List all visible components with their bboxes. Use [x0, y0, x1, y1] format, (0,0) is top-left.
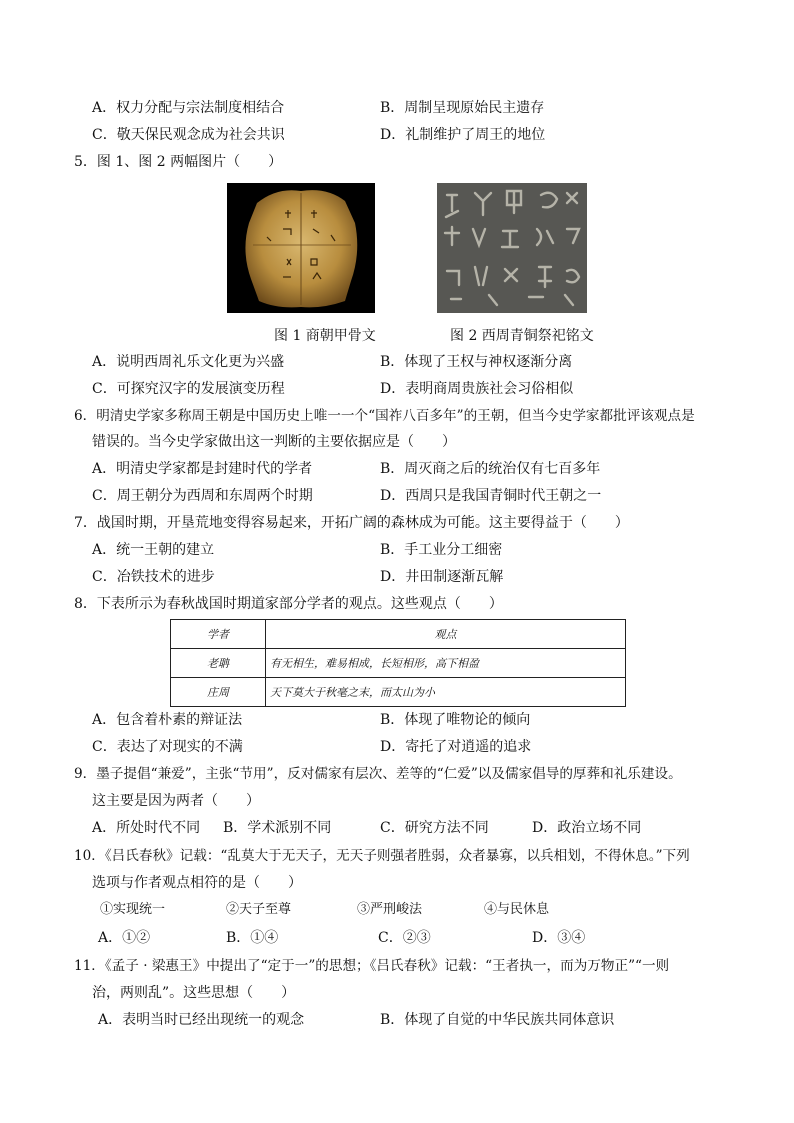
q10-option-a: A．①②	[98, 930, 151, 946]
q5-stem: 5．图 1、图 2 两幅图片（ ）	[74, 154, 283, 170]
table-cell-view: 有无相生，难易相成，长短相形，高下相盈	[266, 649, 626, 678]
q6-option-a: A．明清史学家都是封建时代的学者	[92, 461, 313, 477]
q6-stem-line-1: 6．明清史学家多称周王朝是中国历史上唯一一个“国祚八百多年”的王朝，但当今史学家都批评该观点是	[74, 408, 695, 424]
table-header-scholar: 学者	[171, 620, 266, 649]
q6-option-d: D．西周只是我国青铜时代王朝之一	[380, 488, 602, 504]
q8-option-c: C．表达了对现实的不满	[92, 739, 243, 755]
figure-2-caption: 图 2 西周青铜祭祀铭文	[450, 328, 594, 344]
q4-option-c: C．敬天保民观念成为社会共识	[92, 127, 285, 143]
table-row	[171, 678, 626, 707]
q10-option-c: C．②③	[378, 930, 431, 946]
q10-item-4: ④与民休息	[484, 902, 550, 917]
q10-item-3: ③严刑峻法	[357, 902, 423, 917]
q4-option-a: A．权力分配与宗法制度相结合	[92, 100, 285, 116]
figure-1-caption: 图 1 商朝甲骨文	[274, 328, 376, 344]
q9-option-d: D．政治立场不同	[532, 820, 642, 836]
oracle-bone-illustration	[227, 183, 375, 313]
q10-item-1: ①实现统一	[100, 902, 166, 917]
q11-stem-line-1: 11．《孟子 · 梁惠王》中提出了“定于一”的思想；《吕氏春秋》记载：“王者执一，而为万物正”“一则	[74, 958, 670, 974]
q8-option-b: B．体现了唯物论的倾向	[380, 712, 531, 728]
q10-option-b: B．①④	[226, 930, 279, 946]
bronze-inscription-image	[437, 183, 587, 313]
q10-item-2: ②天子至尊	[226, 902, 292, 917]
q8-option-d: D．寄托了对逍遥的追求	[380, 739, 532, 755]
table-cell-scholar: 庄周	[171, 678, 266, 707]
q8-stem: 8．下表所示为春秋战国时期道家部分学者的观点。这些观点（ ）	[74, 596, 503, 612]
q5-option-d: D．表明商周贵族社会习俗相似	[380, 381, 574, 397]
table-cell-view: 天下莫大于秋毫之末，而太山为小	[266, 678, 626, 707]
q7-option-d: D．井田制逐渐瓦解	[380, 569, 504, 585]
q6-option-c: C．周王朝分为西周和东周两个时期	[92, 488, 313, 504]
table-header-view: 观点	[266, 620, 626, 649]
q8-option-a: A．包含着朴素的辩证法	[92, 712, 243, 728]
q5-option-a: A．说明西周礼乐文化更为兴盛	[92, 354, 285, 370]
q5-option-c: C．可探究汉字的发展演变历程	[92, 381, 285, 397]
q7-option-a: A．统一王朝的建立	[92, 542, 215, 558]
table-cell-scholar: 老聃	[171, 649, 266, 678]
q9-stem-line-1: 9．墨子提倡“兼爱”，主张“节用”，反对儒家有层次、差等的“仁爱”以及儒家倡导的厚葬和礼乐建设。	[74, 766, 682, 782]
q4-option-b: B．周制呈现原始民主遗存	[380, 100, 545, 116]
bronze-inscription-illustration	[437, 183, 587, 313]
q10-option-d: D．③④	[532, 930, 586, 946]
q6-stem-line-2: 错误的。当今史学家做出这一判断的主要依据应是（ ）	[92, 434, 456, 450]
q6-option-b: B．周灭商之后的统治仅有七百多年	[380, 461, 601, 477]
q7-stem: 7．战国时期，开垦荒地变得容易起来，开拓广阔的森林成为可能。这主要得益于（ ）	[74, 515, 629, 531]
scholar-views-table	[170, 619, 626, 707]
table-row	[171, 649, 626, 678]
q11-option-a: A．表明当时已经出现统一的观念	[98, 1012, 305, 1028]
q9-option-c: C．研究方法不同	[380, 820, 489, 836]
q9-option-a: A．所处时代不同	[92, 820, 201, 836]
q10-stem-line-1: 10．《吕氏春秋》记载：“乱莫大于无天子，无天子则强者胜弱，众者暴寡，以兵相划，不得休息。”下列	[74, 848, 690, 864]
table-header-row	[171, 620, 626, 649]
q7-option-b: B．手工业分工细密	[380, 542, 503, 558]
q5-option-b: B．体现了王权与神权逐渐分离	[380, 354, 573, 370]
q11-option-b: B．体现了自觉的中华民族共同体意识	[380, 1012, 615, 1028]
q11-stem-line-2: 治，两则乱”。这些思想（ ）	[92, 985, 296, 1001]
oracle-bone-image	[227, 183, 375, 313]
q4-option-d: D．礼制维护了周王的地位	[380, 127, 546, 143]
q7-option-c: C．冶铁技术的进步	[92, 569, 215, 585]
q9-stem-line-2: 这主要是因为两者（ ）	[92, 793, 260, 809]
q10-stem-line-2: 选项与作者观点相符的是（ ）	[92, 875, 302, 891]
q9-option-b: B．学术派别不同	[223, 820, 332, 836]
